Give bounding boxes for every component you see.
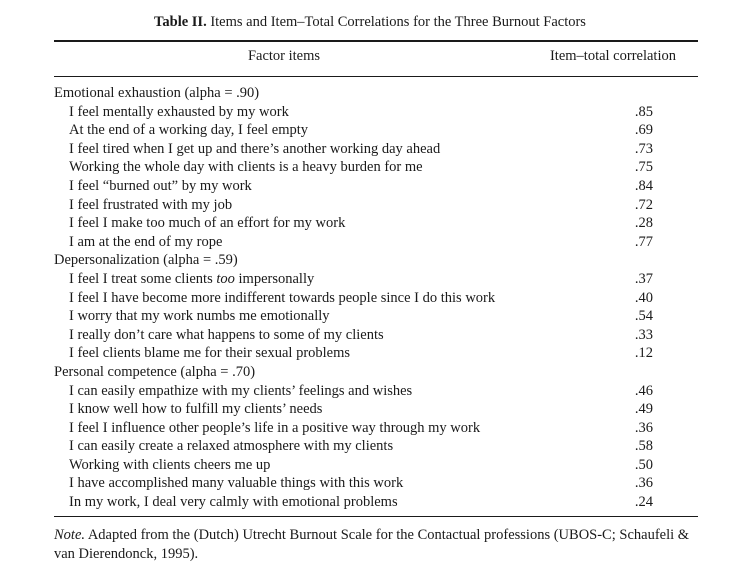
item-text: I worry that my work numbs me emotionally — [69, 308, 330, 325]
table-row — [54, 493, 698, 512]
table-row — [54, 196, 698, 215]
section-title-text: Depersonalization (alpha = .59) — [54, 252, 238, 269]
item-total-correlation-value: .69 — [634, 122, 653, 139]
item-total-correlation-value: .33 — [634, 326, 653, 343]
item-total-correlation-value: .50 — [634, 456, 653, 473]
item-total-correlation-value: .12 — [634, 345, 653, 362]
item-text: I feel I have become more indifferent towards people since I do this work — [69, 289, 496, 306]
item-total-correlation-value: .75 — [634, 159, 653, 176]
item-total-correlation-value: .73 — [634, 140, 653, 157]
item-total-correlation-value: .58 — [634, 438, 653, 455]
header-item-total-correlation: Item–total correlation — [549, 48, 676, 64]
table-row — [54, 177, 698, 196]
table-caption-label: Table II. — [154, 14, 207, 30]
item-text — [69, 270, 314, 289]
table-row — [54, 270, 698, 289]
table-row — [54, 382, 698, 401]
section-title — [54, 363, 698, 382]
item-text: I feel I influence other people’s life in a positive way through my work — [69, 419, 481, 436]
item-text: I feel tired when I get up and there’s another working day ahead — [69, 140, 441, 157]
item-text: Working with clients cheers me up — [69, 456, 271, 473]
table-row — [54, 121, 698, 140]
table-row — [54, 289, 698, 308]
header-factor-items: Factor items — [247, 48, 321, 64]
table-row — [54, 474, 698, 493]
item-total-correlation-value: .72 — [634, 196, 653, 213]
item-total-correlation-value: .49 — [634, 401, 653, 418]
item-total-correlation-value: .46 — [634, 382, 653, 399]
table-row — [54, 437, 698, 456]
table-header — [54, 46, 698, 66]
item-text: I really don’t care what happens to some of my clients — [69, 326, 384, 343]
table-caption — [0, 12, 740, 32]
table-row — [54, 419, 698, 438]
table-row — [54, 158, 698, 177]
table-row — [54, 456, 698, 475]
item-text: I have accomplished many valuable things with this work — [69, 475, 404, 492]
item-text: I can easily create a relaxed atmosphere with my clients — [69, 438, 394, 455]
table-row — [54, 344, 698, 363]
item-total-correlation-value: .54 — [634, 308, 653, 325]
item-text-emphasis: too — [216, 270, 235, 287]
bottom-rule — [54, 516, 698, 517]
top-rule — [54, 40, 698, 42]
item-total-correlation-value: .84 — [634, 177, 653, 194]
table-row — [54, 400, 698, 419]
table-caption-text: Items and Item–Total Correlations for the Three Burnout Factors — [210, 14, 586, 30]
note-label: Note. — [54, 527, 86, 543]
table-row — [54, 307, 698, 326]
item-total-correlation-value: .28 — [634, 215, 653, 232]
item-text: In my work, I deal very calmly with emotional problems — [69, 494, 398, 511]
section-title-text: Personal competence (alpha = .70) — [54, 363, 256, 380]
section-title — [54, 84, 698, 103]
item-text: Working the whole day with clients is a heavy burden for me — [69, 159, 423, 176]
item-total-correlation-value: .37 — [634, 270, 653, 287]
item-total-correlation-value: .85 — [634, 103, 653, 120]
item-text: I feel “burned out” by my work — [69, 177, 252, 194]
item-text: At the end of a working day, I feel empty — [69, 122, 309, 139]
item-total-correlation-value: .77 — [634, 233, 653, 250]
table-row — [54, 140, 698, 159]
item-text: I feel I make too much of an effort for my work — [69, 215, 346, 232]
table-row — [54, 103, 698, 122]
item-total-correlation-value: .36 — [634, 475, 653, 492]
item-text: I know well how to fulfill my clients’ needs — [69, 401, 323, 418]
table-row — [54, 233, 698, 252]
table-body — [54, 84, 698, 512]
item-text: I can easily empathize with my clients’ feelings and wishes — [69, 382, 413, 399]
header-rule — [54, 76, 698, 77]
item-text-pre: I feel I treat some clients — [69, 270, 217, 287]
item-text: I feel mentally exhausted by my work — [69, 103, 289, 120]
item-text: I feel frustrated with my job — [69, 196, 233, 213]
note-text: Adapted from the (Dutch) Utrecht Burnout Scale for the Contactual professions (UBOS-C; Schaufeli & van Dierendonck, 1995). — [54, 527, 690, 562]
section-title — [54, 251, 698, 270]
table-note — [54, 526, 704, 564]
item-text-post: impersonally — [234, 270, 315, 287]
item-total-correlation-value: .36 — [634, 419, 653, 436]
item-text: I feel clients blame me for their sexual problems — [69, 345, 351, 362]
table-row — [54, 326, 698, 345]
table-row — [54, 214, 698, 233]
section-title-text: Emotional exhaustion (alpha = .90) — [54, 85, 260, 101]
item-total-correlation-value: .24 — [634, 494, 653, 511]
item-total-correlation-value: .40 — [634, 289, 653, 306]
item-text: I am at the end of my rope — [69, 233, 223, 250]
